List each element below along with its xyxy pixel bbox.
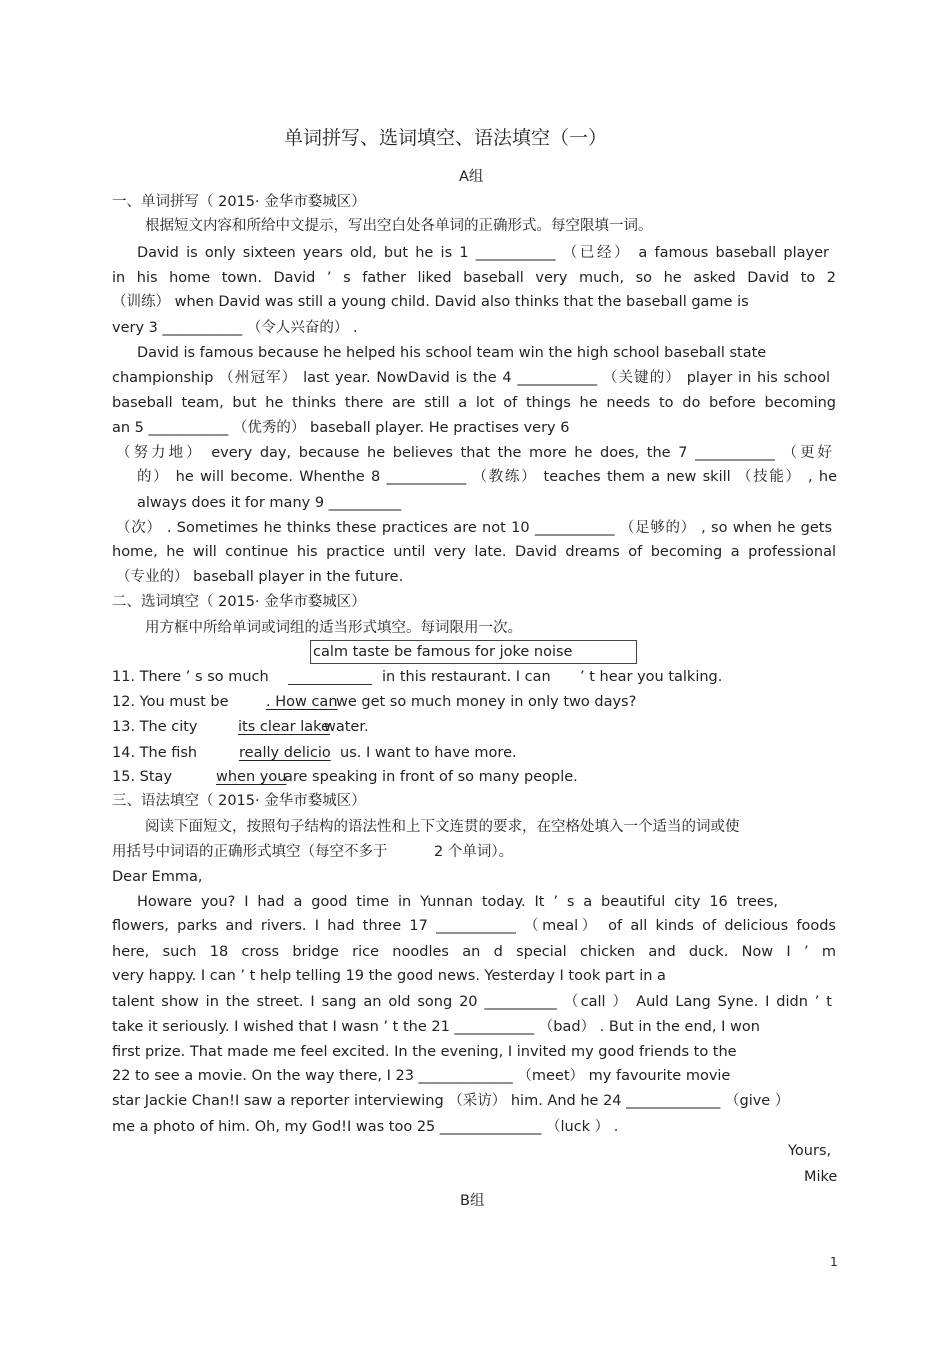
- s1-line-3: （训练） when David was still a young child. David also thinks that the baseball game is: [112, 294, 749, 310]
- letter-closing: Yours,: [788, 1143, 832, 1159]
- s1-line-14: （专业的） baseball player in the future.: [116, 569, 404, 585]
- q12-part-2: . How can: [266, 694, 338, 710]
- s1-line-5: David is famous because he helped his school team win the high school baseball state: [137, 345, 767, 361]
- q13-part-3: water.: [324, 719, 369, 735]
- q15-part-2: when you: [216, 769, 287, 785]
- q11-part-1: 11. There ’ s so much: [112, 669, 269, 685]
- q14-part-2: really delicio: [239, 745, 331, 761]
- section-2-heading: 二、选词填空（ 2015· 金华市婺城区）: [112, 594, 366, 610]
- word-box-words: calm taste be famous for joke noise: [313, 644, 573, 660]
- page-title: 单词拼写、选词填空、语法填空（一）: [284, 127, 608, 149]
- s3-line-8: 22 to see a movie. On the way there, I 23 _____________ （meet） my favourite movie: [112, 1068, 731, 1084]
- s1-line-13: home, he will continue his practice until very late. David dreams of becoming a professional: [112, 544, 836, 560]
- q12-part-1: 12. You must be: [112, 694, 229, 710]
- s1-line-2: in his home town. David ’ s father liked baseball very much, so he asked David to 2: [112, 270, 836, 286]
- q11-blank: [288, 667, 372, 685]
- word-box: [310, 640, 637, 664]
- s1-line-9: （努力地） every day, because he believes that the more he does, the 7 ___________ （更好: [116, 445, 832, 461]
- q11-part-2: in this restaurant. I can: [382, 669, 551, 685]
- q12-part-3: we get so much money in only two days?: [336, 694, 637, 710]
- s1-line-4: very 3 ___________ （令人兴奋的） .: [112, 320, 358, 336]
- section-3-heading: 三、语法填空（ 2015· 金华市婺城区）: [112, 793, 366, 809]
- q14-part-1: 14. The fish: [112, 745, 198, 761]
- q13-part-2: its clear lake: [238, 719, 330, 735]
- group-b-label: B组: [460, 1193, 485, 1209]
- page-number: 1: [830, 1255, 838, 1269]
- section-1-instruction: 根据短文内容和所给中文提示，写出空白处各单词的正确形式。每空限填一词。: [145, 218, 653, 234]
- s3-line-10: me a photo of him. Oh, my God!I was too 25 ______________ （luck ） .: [112, 1119, 619, 1135]
- letter-signature: Mike: [804, 1169, 838, 1185]
- s3-line-5: talent show in the street. I sang an old song 20 __________ （call ） Auld Lang Syne. I didn ’ t: [112, 994, 832, 1010]
- s3-line-1: Howare you? I had a good time in Yunnan today. It ’ s a beautiful city 16 trees,: [137, 894, 778, 910]
- s3-line-3: here, such 18 cross bridge rice noodles an d special chicken and duck. Now I ’ m: [112, 944, 836, 960]
- s3-line-2: flowers, parks and rivers. I had three 17 ___________ （meal） of all kinds of delicious foods: [112, 918, 836, 934]
- section-3-instruction-2b: 2 个单词）。: [434, 844, 514, 860]
- q14-part-3: us. I want to have more.: [340, 745, 517, 761]
- s3-line-9: star Jackie Chan!I saw a reporter interviewing （采访） him. And he 24 _____________ （give ）: [112, 1093, 790, 1109]
- s1-line-12: （次） . Sometimes he thinks these practices are not 10 ___________ （足够的） , so when he gets: [116, 520, 832, 536]
- s1-line-11: always does it for many 9 __________: [137, 495, 402, 511]
- section-3-instruction-2a: 用括号中词语的正确形式填空（每空不多于: [112, 844, 388, 860]
- group-a-label: A组: [459, 169, 484, 185]
- s3-line-7: first prize. That made me feel excited. In the evening, I invited my good friends to the: [112, 1044, 737, 1060]
- s3-line-4: very happy. I can ’ t help telling 19 the good news. Yesterday I took part in a: [112, 968, 666, 984]
- s1-line-10: 的） he will become. Whenthe 8 ___________ （教练） teaches them a new skill （技能） , he: [137, 469, 837, 485]
- letter-greeting: Dear Emma,: [112, 869, 203, 885]
- section-3-instruction-1: 阅读下面短文，按照句子结构的语法性和上下文连贯的要求，在空格处填入一个适当的词或使: [145, 819, 740, 835]
- q11-part-3: ’ t hear you talking.: [580, 669, 723, 685]
- s3-line-6: take it seriously. I wished that I wasn ’ t the 21 ___________ （bad） . But in the end, I won: [112, 1019, 760, 1035]
- q15-part-1: 15. Stay: [112, 769, 173, 785]
- q15-part-3: are speaking in front of so many people.: [284, 769, 578, 785]
- s1-line-7: baseball team, but he thinks there are still a lot of things he needs to do before becoming: [112, 395, 836, 411]
- s1-line-1: David is only sixteen years old, but he is 1 ___________ （已经） a famous baseball player: [137, 245, 829, 261]
- s1-line-8: an 5 ___________ （优秀的） baseball player. He practises very 6: [112, 420, 570, 436]
- section-1-heading: 一、单词拼写（ 2015· 金华市婺城区）: [112, 194, 366, 210]
- q13-part-1: 13. The city: [112, 719, 198, 735]
- s1-line-6: championship （州冠军） last year. NowDavid is the 4 ___________ （关键的） player in his school: [112, 370, 830, 386]
- section-2-instruction: 用方框中所给单词或词组的适当形式填空。每词限用一次。: [145, 620, 522, 636]
